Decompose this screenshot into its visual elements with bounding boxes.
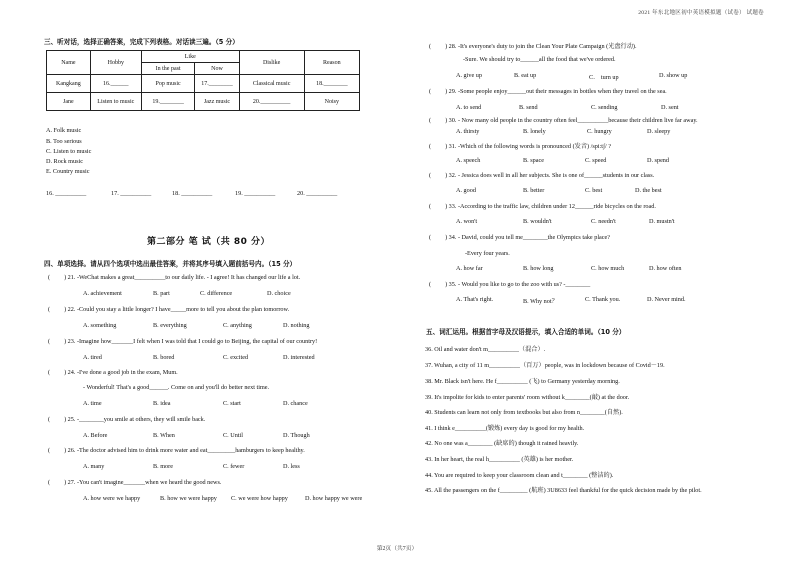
question-34: ( ) 34. - David, could you tell me________the Olympics take place? xyxy=(429,234,611,241)
section3-title: 三、听对话，选择正确答案，完成下列表格。对话读三遍。（5 分） xyxy=(44,38,239,46)
question-24: ( ) 24. -I've done a good job in the exam, Mum. xyxy=(48,369,178,376)
q32-option-b: B. better xyxy=(523,187,545,194)
q22-option-d: D. nothing xyxy=(283,322,310,329)
q28-option-a: A. give up xyxy=(456,72,482,79)
question-27: ( ) 27. -You can't imagine_______when we heard the good news. xyxy=(48,479,222,486)
q35-option-a: A. That's right. xyxy=(456,296,494,303)
q28-option-d: D. show up xyxy=(659,72,688,79)
q32-option-a: A. good xyxy=(456,187,476,194)
vocab-item-40: 40. Students can learn not only from textbooks but also from n________(自然). xyxy=(425,409,623,416)
table-cell: 20.__________ xyxy=(239,93,304,111)
question-28-reply: -Sure. We should try to______all the food that we've ordered. xyxy=(463,56,616,63)
page-footer: 第2页（共7页） xyxy=(376,546,418,552)
th-hobby: Hobby xyxy=(90,51,141,75)
part2-title: 第二部分 笔 试（共 80 分） xyxy=(147,237,271,247)
table-cell: Listen to music xyxy=(90,93,141,111)
q21-option-d: D. choice xyxy=(267,290,291,297)
q22-option-a: A. something xyxy=(83,322,117,329)
q23-option-a: A. tired xyxy=(83,354,102,361)
section5-title: 五、词汇运用。根据首字母及汉语提示，填入合适的单词。（10 分） xyxy=(426,328,626,336)
table-row xyxy=(47,93,360,111)
th-dislike: Dislike xyxy=(239,51,304,75)
q26-option-b: B. more xyxy=(153,463,173,470)
q27-option-b: B. how we were happy xyxy=(160,495,217,502)
q22-option-b: B. everything xyxy=(153,322,187,329)
q27-option-a: A. how were we happy xyxy=(83,495,141,502)
vocab-item-36: 36. Oil and water don't m__________（混合）. xyxy=(425,346,546,353)
question-30: ( ) 30. - Now many old people in the country often feel__________because their children live far away. xyxy=(429,117,698,124)
table-cell: 18.________ xyxy=(304,75,359,93)
q24-option-c: C. start xyxy=(223,400,241,407)
table-cell: 16.______ xyxy=(90,75,141,93)
q33-option-a: A. won't xyxy=(456,218,478,225)
q21-option-a: A. achievement xyxy=(83,290,122,297)
q26-option-c: C. fewer xyxy=(223,463,245,470)
th-name: Name xyxy=(47,51,91,75)
question-23: ( ) 23. -Imagine how_______I felt when I was told that I could go to Beijing, the capital of our country! xyxy=(48,338,318,345)
th-like: Like xyxy=(141,51,239,63)
option-e: E. Country music xyxy=(46,168,90,175)
table-row xyxy=(47,75,360,93)
question-26: ( ) 26. -The doctor advised him to drink more water and eat_________hamburgers to keep healthy. xyxy=(48,447,305,454)
q30-option-d: D. sleepy xyxy=(647,128,671,135)
question-29: ( ) 29. -Some people enjoy______out their messages in bottles when they travel on the sea. xyxy=(429,88,667,95)
q34-option-a: A. how far xyxy=(456,265,483,272)
q31-option-c: C. speed xyxy=(585,157,607,164)
table-cell: Kangkang xyxy=(47,75,91,93)
answer-blank-17: 17. __________ xyxy=(111,190,152,197)
q31-option-b: B. space xyxy=(523,157,544,164)
answer-blank-18: 18. __________ xyxy=(172,190,213,197)
vocab-item-39: 39. It's impolite for kids to enter parents' room without k________(敲) at the door. xyxy=(425,394,630,401)
option-c: C. Listen to music xyxy=(46,148,92,155)
table-cell: Pop music xyxy=(141,75,194,93)
question-35: ( ) 35. - Would you like to go to the zoo with us? -________ xyxy=(429,281,591,288)
section4-title: 四、单项选择。请从四个选项中选出最佳答案，并将其序号填入题前括号内。（15 分） xyxy=(44,260,297,268)
q21-option-c: C. difference xyxy=(200,290,233,297)
right-column xyxy=(425,0,770,561)
q32-option-d: D. the best xyxy=(635,187,662,194)
vocab-item-45: 45. All the passengers on the f_________ (航班) 3U8633 feel thankful for the quick decision made by the pilot. xyxy=(425,487,702,494)
page-header: 2021 年东北地区初中英语模拟题（试卷） 试题卷 xyxy=(638,10,764,16)
q24-option-a: A. time xyxy=(83,400,102,407)
question-32: ( ) 32. - Jessica does well in all her subjects. She is one of______students in our class. xyxy=(429,172,655,179)
th-past: In the past xyxy=(141,63,194,75)
th-now: Now xyxy=(195,63,239,75)
q25-option-a: A. Before xyxy=(83,432,108,439)
q32-option-c: C. best xyxy=(585,187,603,194)
q27-option-c: C. we were how happy xyxy=(231,495,288,502)
question-21: ( ) 21. -WeChat makes a great__________to our daily life. - I agree! It has changed our life a lot. xyxy=(48,274,301,281)
q28-option-c: C． turn up xyxy=(589,74,619,81)
question-31: ( ) 31. -Which of the following words is pronounced (发音) /spi:tʃ/ ? xyxy=(429,143,612,150)
q34-option-b: B. how long xyxy=(523,265,554,272)
q26-option-d: D. less xyxy=(283,463,300,470)
answer-blank-19: 19. __________ xyxy=(235,190,276,197)
q25-option-c: C. Until xyxy=(223,432,243,439)
vocab-item-41: 41. I think e__________(锻炼) every day is good for my health. xyxy=(425,425,585,432)
question-34-reply: -Every four years. xyxy=(465,250,510,257)
q35-option-c: C. Thank you. xyxy=(585,296,621,303)
q30-option-c: C. hungry xyxy=(587,128,612,135)
q28-option-b: B. eat up xyxy=(514,72,537,79)
table-cell: Noisy xyxy=(304,93,359,111)
q29-option-c: C. sending xyxy=(591,104,618,111)
answer-blank-16: 16. __________ xyxy=(46,190,87,197)
question-33: ( ) 33. -According to the traffic law, children under 12______ride bicycles on the road. xyxy=(429,203,656,210)
q26-option-a: A. many xyxy=(83,463,105,470)
q22-option-c: C. anything xyxy=(223,322,252,329)
q24-option-b: B. idea xyxy=(153,400,171,407)
q31-option-a: A. speech xyxy=(456,157,481,164)
left-column xyxy=(35,0,390,561)
vocab-item-37: 37. Wuhan, a city of 11 m__________（百万）people, was in lockdown because of Covid－19. xyxy=(425,362,665,369)
q23-option-b: B. bored xyxy=(153,354,175,361)
vocab-item-44: 44. You are required to keep your classroom clean and t________ (整洁的). xyxy=(425,472,614,479)
vocab-item-42: 42. No one was a________ (缺席的) though it rained heavily. xyxy=(425,440,579,447)
q33-option-c: C. needn't xyxy=(591,218,616,225)
listening-table xyxy=(46,50,360,111)
question-28: ( ) 28. -It's everyone's duty to join the Clean Your Plate Campaign (光盘行动). xyxy=(429,43,637,50)
q24-option-d: D. chance xyxy=(283,400,308,407)
q29-option-d: D. sent xyxy=(661,104,679,111)
vocab-item-43: 43. In her heart, the real h__________ (英雄) is her mother. xyxy=(425,456,574,463)
q35-option-d: D. Never mind. xyxy=(647,296,686,303)
vocab-item-38: 38. Mr. Black isn't here. He f__________ (飞) to Germany yesterday morning. xyxy=(425,378,620,385)
option-a: A. Folk music xyxy=(46,127,82,134)
table-cell: Classical music xyxy=(239,75,304,93)
q23-option-d: D. interested xyxy=(283,354,315,361)
q34-option-c: C. how much xyxy=(591,265,625,272)
q31-option-d: D. spend xyxy=(647,157,669,164)
q30-option-a: A. thirsty xyxy=(456,128,480,135)
q25-option-b: B. When xyxy=(153,432,175,439)
q27-option-d: D. how happy we were xyxy=(305,495,363,502)
question-24-reply: - Wonderful! That's a good______. Come on and you'll do better next time. xyxy=(83,384,270,391)
q35-option-b: B. Why not？ xyxy=(523,298,558,305)
answer-blank-20: 20. __________ xyxy=(297,190,338,197)
question-25: ( ) 25. -________you smile at others, they will smile back. xyxy=(48,416,206,423)
q34-option-d: D. how often xyxy=(649,265,682,272)
q29-option-b: B. send xyxy=(519,104,538,111)
table-cell: 19.________ xyxy=(141,93,194,111)
option-b: B. Too serious xyxy=(46,138,82,145)
q21-option-b: B. part xyxy=(153,290,170,297)
q30-option-b: B. lonely xyxy=(523,128,546,135)
table-cell: 17.________ xyxy=(195,75,239,93)
question-22: ( ) 22. -Could you stay a little longer? I have_____more to tell you about the plan tomorrow. xyxy=(48,306,290,313)
table-cell: Jazz music xyxy=(195,93,239,111)
q25-option-d: D. Though xyxy=(283,432,310,439)
q33-option-b: B. wouldn't xyxy=(523,218,552,225)
table-cell: Jane xyxy=(47,93,91,111)
option-d: D. Rock music xyxy=(46,158,83,165)
q23-option-c: C. excited xyxy=(223,354,249,361)
q29-option-a: A. to send xyxy=(456,104,482,111)
q33-option-d: D. mustn't xyxy=(649,218,675,225)
th-reason: Reason xyxy=(304,51,359,75)
